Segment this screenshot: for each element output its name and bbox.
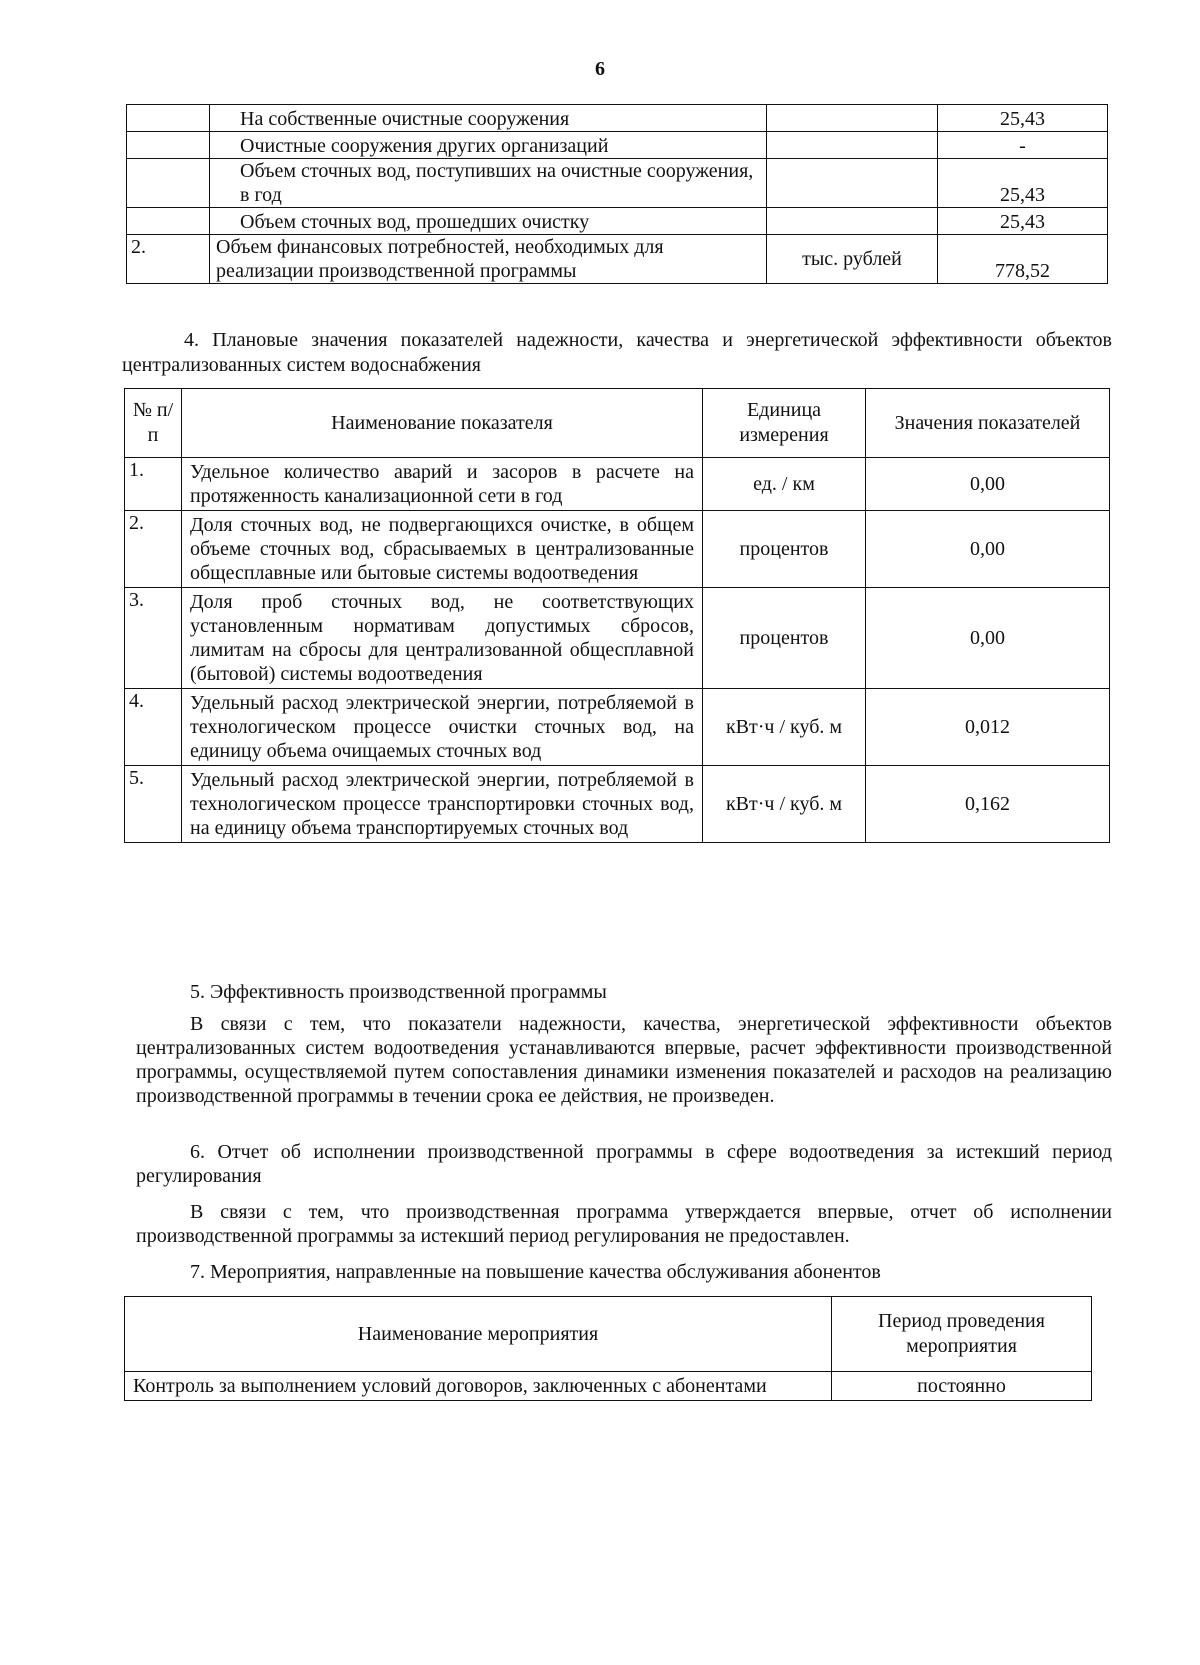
measures-table bbox=[124, 1296, 1092, 1401]
row-number: 1. bbox=[125, 458, 182, 511]
measure-period: постоянно bbox=[832, 1372, 1092, 1401]
section-6-title: 6. Отчет об исполнении производственной программы в сфере водоотведения за истекший период регулирования bbox=[136, 1141, 1112, 1187]
table-row bbox=[127, 132, 1108, 159]
row-name: Удельный расход электрической энергии, потребляемой в технологическом процессе очистки сточных вод, на единицу объема очищаемых сточных вод bbox=[182, 689, 703, 766]
table-row bbox=[127, 235, 1108, 284]
row-value: - bbox=[938, 132, 1108, 159]
row-name: Удельный расход электрической энергии, потребляемой в технологическом процессе транспортировки сточных вод, на единицу объема транспортируемых сточных вод bbox=[182, 766, 703, 843]
row-number: 4. bbox=[125, 689, 182, 766]
row-value: 25,43 bbox=[938, 105, 1108, 132]
header-measure-name: Наименование мероприятия bbox=[125, 1297, 832, 1372]
table-row bbox=[125, 1372, 1092, 1401]
row-unit bbox=[767, 159, 938, 208]
row-value: 25,43 bbox=[938, 159, 1108, 208]
row-value: 0,00 bbox=[866, 458, 1110, 511]
table-row bbox=[127, 105, 1108, 132]
production-volume-table bbox=[126, 104, 1108, 284]
row-unit bbox=[767, 208, 938, 235]
row-name: Объем финансовых потребностей, необходимых для реализации производственной программы bbox=[210, 235, 767, 284]
table-row bbox=[125, 766, 1110, 843]
row-value: 778,52 bbox=[938, 235, 1108, 284]
measure-name: Контроль за выполнением условий договоров, заключенных с абонентами bbox=[125, 1372, 832, 1401]
header-value: Значения показателей bbox=[866, 389, 1110, 458]
table-row bbox=[127, 208, 1108, 235]
row-value: 0,00 bbox=[866, 511, 1110, 588]
row-number bbox=[127, 159, 210, 208]
row-number bbox=[127, 208, 210, 235]
section-6-text: В связи с тем, что производственная программа утверждается впервые, отчет об исполнении производственной программы за истекший период регулирования не предоставлен. bbox=[136, 1201, 1112, 1247]
row-unit: кВт·ч / куб. м bbox=[703, 766, 866, 843]
row-number: 2. bbox=[127, 235, 210, 284]
table-row bbox=[125, 511, 1110, 588]
row-value: 0,012 bbox=[866, 689, 1110, 766]
row-value: 0,00 bbox=[866, 588, 1110, 689]
row-name: Удельное количество аварий и засоров в расчете на протяженность канализационной сети в год bbox=[182, 458, 703, 511]
row-name: Объем сточных вод, поступивших на очистные сооружения, в год bbox=[210, 159, 767, 208]
section-5-text: В связи с тем, что показатели надежности, качества, энергетической эффективности объектов централизованных систем водоотведения устанавливаются впервые, расчет эффективности производственной программы, осуществляемой путем сопоставления динамики изменения показателей и расходов на реализацию производственной программы в течении срока ее действия, не произведен. bbox=[136, 1013, 1112, 1107]
row-number bbox=[127, 132, 210, 159]
section-5-title: 5. Эффективность производственной программы bbox=[190, 981, 607, 1003]
row-unit: ед. / км bbox=[703, 458, 866, 511]
page-number: 6 bbox=[595, 58, 605, 80]
table-header-row bbox=[125, 389, 1110, 458]
row-name: На собственные очистные сооружения bbox=[210, 105, 767, 132]
row-unit: кВт·ч / куб. м bbox=[703, 689, 866, 766]
table-row bbox=[125, 458, 1110, 511]
row-name: Очистные сооружения других организаций bbox=[210, 132, 767, 159]
row-number: 3. bbox=[125, 588, 182, 689]
row-unit: процентов bbox=[703, 588, 866, 689]
row-unit: тыс. рублей bbox=[767, 235, 938, 284]
row-number: 5. bbox=[125, 766, 182, 843]
table-header-row bbox=[125, 1297, 1092, 1372]
section-7-title: 7. Мероприятия, направленные на повышение качества обслуживания абонентов bbox=[190, 1261, 881, 1283]
row-unit bbox=[767, 105, 938, 132]
table-row bbox=[125, 689, 1110, 766]
table-row bbox=[127, 159, 1108, 208]
row-value: 0,162 bbox=[866, 766, 1110, 843]
section-4-title: 4. Плановые значения показателей надежности, качества и энергетической эффективности объектов централизованных систем водоснабжения bbox=[122, 329, 1112, 376]
header-number: № п/п bbox=[125, 389, 182, 458]
row-unit bbox=[767, 132, 938, 159]
header-period: Период проведения мероприятия bbox=[832, 1297, 1092, 1372]
row-name: Доля проб сточных вод, не соответствующих установленным нормативам допустимых сбросов, лимитам на сбросы для централизованной общесплавной (бытовой) системы водоотведения bbox=[182, 588, 703, 689]
row-value: 25,43 bbox=[938, 208, 1108, 235]
row-name: Объем сточных вод, прошедших очистку bbox=[210, 208, 767, 235]
table-row bbox=[125, 588, 1110, 689]
row-name: Доля сточных вод, не подвергающихся очистке, в общем объеме сточных вод, сбрасываемых в централизованные общесплавные или бытовые системы водоотведения bbox=[182, 511, 703, 588]
indicators-table bbox=[124, 388, 1110, 843]
row-number: 2. bbox=[125, 511, 182, 588]
header-name: Наименование показателя bbox=[182, 389, 703, 458]
header-unit: Единица измерения bbox=[703, 389, 866, 458]
row-number bbox=[127, 105, 210, 132]
row-unit: процентов bbox=[703, 511, 866, 588]
